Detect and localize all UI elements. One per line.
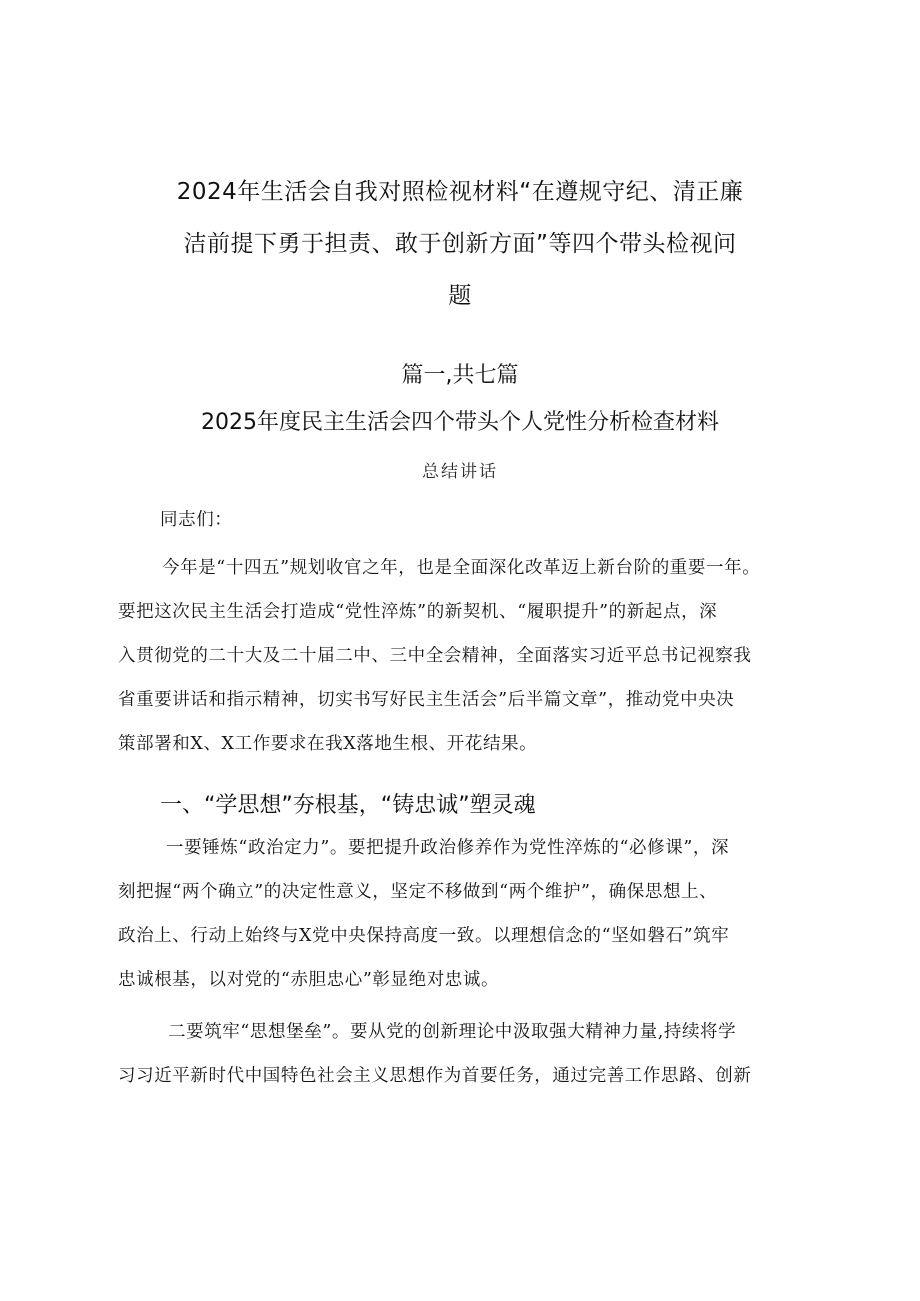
paragraph-line: 省重要讲话和指示精神，切实书写好民主生活会”后半篇文章”，推动党中央决 xyxy=(118,690,735,710)
paragraph-line: 今年是“十四五”规划收官之年，也是全面深化改革迈上新台阶的重要一年。 xyxy=(162,558,761,578)
paragraph-line: 入贯彻党的二十大及二十届二中、三中全会精神，全面落实习近平总书记视察我 xyxy=(118,646,752,666)
subtitle: 总结讲话 xyxy=(422,462,498,482)
title-line: 2024年生活会自我对照检视材料“在遵规守纪、清正廉 xyxy=(176,179,744,205)
document-title xyxy=(150,166,770,322)
paragraph-line: 策部署和X、X工作要求在我X落地生根、开花结果。 xyxy=(118,734,538,754)
title-line: 洁前提下勇于担责、敢于创新方面”等四个带头检视问 xyxy=(183,231,737,257)
paragraph-line: 一要锤炼“政治定力”。要把提升政治修养作为党性淬炼的“必修课”，深 xyxy=(166,838,730,858)
paragraph-line: 刻把握“两个确立”的决定性意义，坚定不移做到“两个维护”，确保思想上、 xyxy=(118,882,718,902)
paragraph-line: 政治上、行动上始终与X党中央保持高度一致。以理想信念的“坚如磐石”筑牢 xyxy=(118,926,730,946)
paragraph-line: 二要筑牢“思想堡垒”。要从党的创新理论中汲取强大精神力量,持续将学 xyxy=(168,1022,737,1042)
paragraph-1 xyxy=(118,546,818,766)
paragraph-line: 要把这次民主生活会打造成“党性淬炼”的新契机、“履职提升”的新起点，深 xyxy=(118,602,718,622)
paragraph-line: 忠诚根基，以对党的“赤胆忠心”彰显绝对忠诚。 xyxy=(118,970,500,990)
paragraph-3 xyxy=(118,1010,818,1098)
greeting: 同志们： xyxy=(160,510,233,530)
title-line: 题 xyxy=(448,283,472,309)
paragraph-2 xyxy=(118,826,818,1002)
section-label: 篇一,共七篇 xyxy=(401,363,519,388)
paragraph-line: 习习近平新时代中国特色社会主义思想作为首要任务，通过完善工作思路、创新 xyxy=(118,1066,752,1086)
section-heading-1: 一、“学思想”夯根基，“铸忠诚”塑灵魂 xyxy=(160,793,536,818)
section-title: 2025年度民主生活会四个带头个人党性分析检查材料 xyxy=(201,410,719,435)
